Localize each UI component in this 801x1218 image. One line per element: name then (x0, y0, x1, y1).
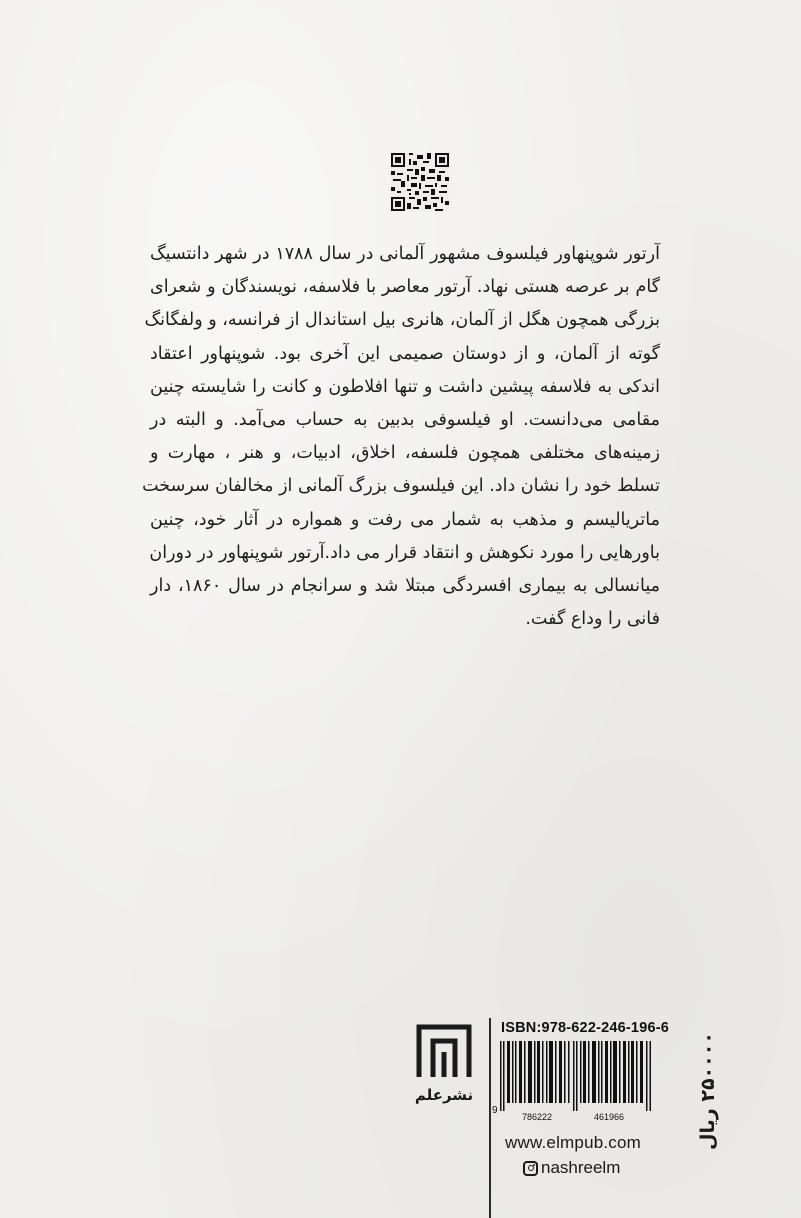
description-line: ماتریالیسم و مذهب به شمار می رفت و همواره در آثار خود، چنین (150, 509, 660, 530)
description-line: فانی را وداع گفت. (525, 609, 660, 630)
barcode-left-digits: 786222 (522, 1112, 553, 1122)
description-line: مقامی می‌دانست. او فیلسوفی بدبین به حساب می‌آمد. و البته در (150, 410, 660, 431)
divider (489, 1018, 491, 1218)
publisher-website[interactable]: www.elmpub.com (505, 1133, 642, 1152)
book-description (142, 238, 660, 636)
price-label: ۲۵۰۰۰۰ ریال (697, 1032, 719, 1150)
description-line: گام بر عرصه هستی نهاد. آرتور معاصر با فلاسفه، نویسندگان و شعرای (150, 277, 660, 298)
instagram-icon (523, 1161, 538, 1176)
description-line: بزرگی همچون هگل از آلمان، هانری بیل استاندال از فرانسه، و ولفگانگ (144, 310, 660, 331)
isbn-label: ISBN:978-622-246-196-6 (501, 1020, 670, 1036)
instagram-handle[interactable] (523, 1158, 620, 1178)
barcode-right-digits: 461966 (594, 1112, 625, 1122)
instagram-handle-text: nashreelm (541, 1158, 621, 1177)
description-line: باورهایی را مورد نکوهش و انتقاد قرار می داد.آرتور شوپنهاور در دوران (149, 542, 660, 563)
qr-code (391, 153, 449, 211)
description-line: میانسالی به بیماری افسردگی مبتلا شد و سرانجام در سال ۱۸۶۰، دار (150, 576, 660, 597)
description-line: اندکی به فلاسفه پیشین داشت و تنها افلاطون و کانت را شایسته چنین (150, 376, 660, 397)
description-line: گوته از آلمان، و از دوستان صمیمی این آخری بود. شوپنهاور اعتقاد (150, 343, 660, 364)
description-line: تسلط خود را نشان داد. این فیلسوف بزرگ آلمانی از مخالفان سرسخت (142, 476, 660, 497)
publisher-name: نشرعلم (414, 1086, 474, 1104)
publisher-logo-icon (414, 1022, 474, 1080)
description-line: آرتور شوپنهاور فیلسوف مشهور آلمانی در سال ۱۷۸۸ در شهر دانتسیگ (150, 244, 660, 264)
barcode-lead-digit: 9 (492, 1105, 498, 1116)
description-line: زمینه‌های مختلفی همچون فلسفه، اخلاق، ادبیات، و هنر ، مهارت و (150, 443, 660, 464)
isbn-barcode (500, 1041, 652, 1111)
